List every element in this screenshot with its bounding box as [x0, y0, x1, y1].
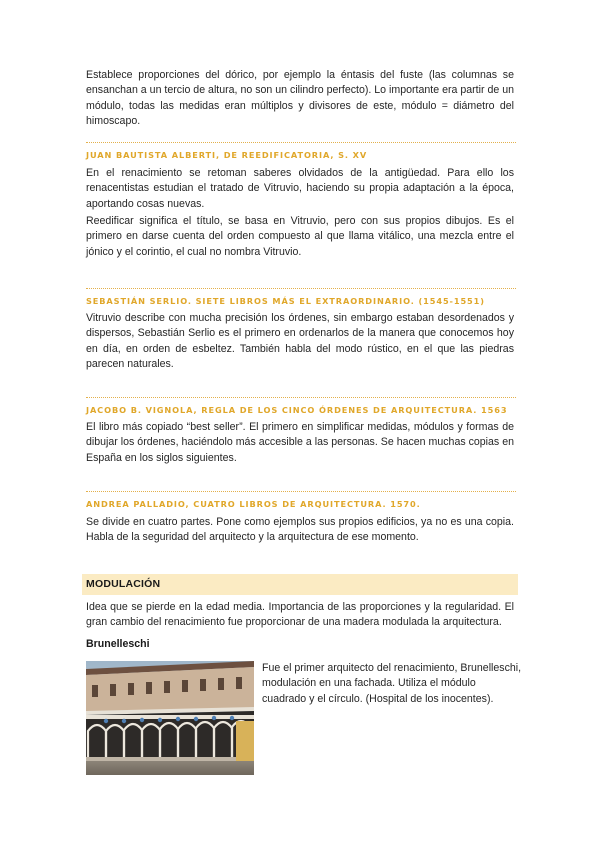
section-heading-palladio: ANDREA PALLADIO, CUATRO LIBROS DE ARQUITECTURA. 1570. [86, 499, 421, 509]
modulacion-title: MODULACIÓN [86, 578, 161, 590]
section-divider [86, 142, 516, 143]
section-divider [86, 397, 516, 398]
section-heading-vignola: JACOBO B. VIGNOLA, REGLA DE LOS CINCO ÓRDENES DE ARQUITECTURA. 1563 [86, 405, 508, 415]
alberti-paragraph-2: Reedificar significa el título, se basa en Vitruvio, pero con sus propios dibujos. Es el primero en darse cuenta del orden compuesto al que llama vitálico, una mezcla entre el jónico y el corintio, el cual no nombra Vitruvio. [86, 215, 514, 258]
section-heading-alberti: JUAN BAUTISTA ALBERTI, DE REEDIFICATORIA, S. XV [86, 150, 368, 160]
vignola-paragraph: El libro más copiado “best seller”. El primero en simplificar medidas, módulos y formas de dibujar los órdenes, haciéndolo más accesible a las personas. Se hacen muchas copias en España en los siglos siguientes. [86, 421, 514, 464]
hospital-inocentes-photo [86, 661, 254, 775]
palladio-paragraph: Se divide en cuatro partes. Pone como ejemplos sus propios edificios, ya no es una copia. Habla de la seguridad del arquitecto y la arquitectura de ese momento. [86, 516, 514, 544]
section-divider [86, 288, 516, 289]
serlio-paragraph: Vitruvio describe con mucha precisión los órdenes, sin embargo estaban desordenados y dispersos, Sebastián Serlio es el primero en ordenarlos de la manera que conocemos hoy en día, en orden de esbeltez. También habla del modo rústico, en el que las piedras parecen naturales. [86, 312, 514, 371]
brunelleschi-subheading: Brunelleschi [86, 638, 150, 650]
modulacion-paragraph: Idea que se pierde en la edad media. Importancia de las proporciones y la regularidad. El gran cambio del renacimiento fue proporcionar de una madera modulada la arquitectura. [86, 601, 514, 629]
alberti-paragraph-1: En el renacimiento se retoman saberes olvidados de la antigüedad. Para ello los renacentistas estudian el tratado de Vitruvio, haciendo su propia adaptación a la época, aportando cosas nuevas. [86, 167, 514, 210]
intro-paragraph: Establece proporciones del dórico, por ejemplo la éntasis del fuste (las columnas se ensanchan a un tercio de altura, no son un cilindro perfecto). Lo importante era partir de un módulo, todas las medidas eran múltiplos y divisores de este, módulo = diámetro del himoscapo. [86, 69, 514, 128]
section-heading-serlio: SEBASTIÁN SERLIO. SIETE LIBROS MÁS EL EXTRAORDINARIO. (1545-1551) [86, 296, 485, 306]
brunelleschi-caption: Fue el primer arquitecto del renacimiento, Brunelleschi, modulación en una fachada. Utiliza el módulo cuadrado y el círculo. (Hospital de los inocentes). [262, 662, 522, 705]
modulacion-section-band [82, 574, 518, 595]
section-divider [86, 491, 516, 492]
